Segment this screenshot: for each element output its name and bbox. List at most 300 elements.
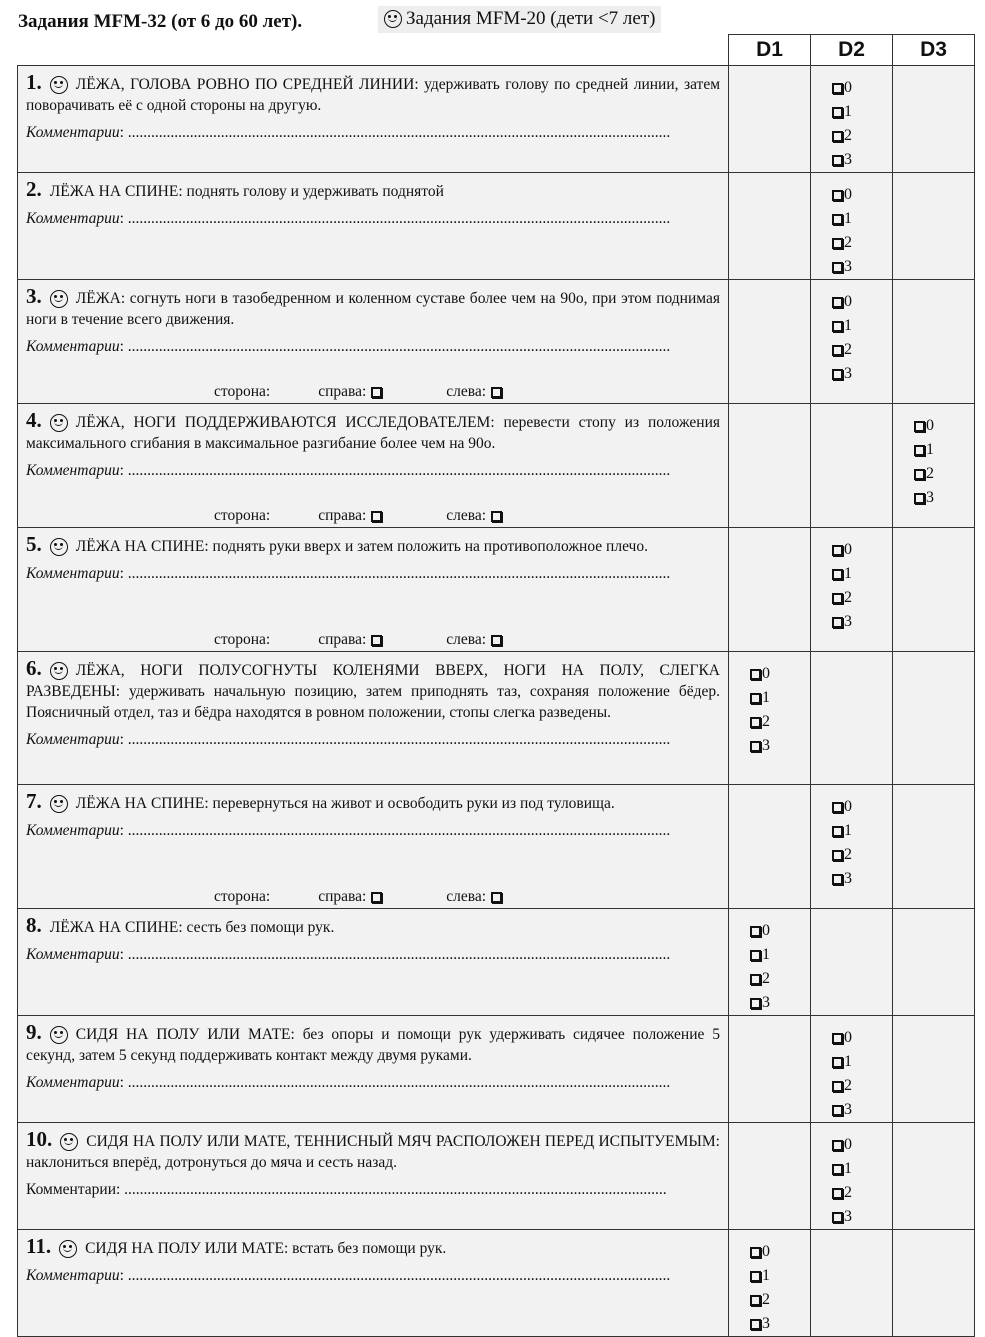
item-description-cell <box>18 404 729 528</box>
item-caps-label: ЛЁЖА НА СПИНЕ: <box>75 795 209 812</box>
score-checkbox[interactable] <box>750 926 761 937</box>
item-number: 8. <box>26 913 42 937</box>
score-option[interactable] <box>831 1074 892 1098</box>
left-label: слева: <box>446 383 487 400</box>
table-row <box>18 1230 975 1337</box>
score-options <box>811 1123 892 1229</box>
domain-cell-d2 <box>811 173 893 280</box>
score-value: 3 <box>844 1208 852 1225</box>
domain-cell-d2 <box>811 1230 893 1337</box>
side-selector <box>214 888 506 906</box>
item-text <box>26 179 720 202</box>
score-checkbox[interactable] <box>832 1033 843 1044</box>
item-description-cell <box>18 173 729 280</box>
score-option[interactable] <box>831 867 892 891</box>
domain-cell-d3 <box>893 66 975 173</box>
score-checkbox[interactable] <box>832 545 843 556</box>
score-option[interactable] <box>831 1098 892 1122</box>
table-row <box>18 785 975 909</box>
score-option[interactable] <box>749 1240 810 1264</box>
comment-label: Комментарии <box>26 822 120 839</box>
left-label: слева: <box>446 888 487 905</box>
column-header-d1: D1 <box>729 35 811 66</box>
score-value: 0 <box>762 1243 770 1260</box>
smiley-icon <box>50 538 68 556</box>
score-value: 1 <box>844 103 852 120</box>
score-options <box>811 528 892 634</box>
item-caps-label: ЛЁЖА НА СПИНЕ: <box>49 183 183 200</box>
item-text <box>26 915 720 938</box>
table-row <box>18 528 975 652</box>
score-option[interactable] <box>831 362 892 386</box>
comment-dots: : ............................................................................................................................................ <box>119 565 671 582</box>
score-value: 2 <box>844 1077 852 1094</box>
score-option[interactable] <box>749 1264 810 1288</box>
score-checkbox[interactable] <box>914 469 925 480</box>
score-options <box>811 280 892 386</box>
comment-line <box>26 210 720 228</box>
score-value: 0 <box>844 1029 852 1046</box>
score-option[interactable] <box>831 100 892 124</box>
comment-dots: : ............................................................................................................................................ <box>119 1267 671 1284</box>
score-options <box>893 404 974 510</box>
score-checkbox[interactable] <box>832 345 843 356</box>
score-option[interactable] <box>749 710 810 734</box>
item-instruction: перевести стопу из положения максимального сгибания в максимальное разгибание более чем на 90о. <box>26 414 720 452</box>
item-caps-label: ЛЁЖА, НОГИ ПОЛУСОГНУТЫ КОЛЕНЯМИ ВВЕРХ, НОГИ НА ПОЛУ, СЛЕГКА РАЗВЕДЕНЫ: <box>26 662 720 700</box>
domain-cell-d2 <box>811 909 893 1016</box>
score-checkbox[interactable] <box>832 214 843 225</box>
comment-label: Комментарии <box>26 1267 120 1284</box>
score-checkbox[interactable] <box>914 445 925 456</box>
item-instruction: поднять голову и удерживать поднятой <box>182 183 444 200</box>
score-option[interactable] <box>831 231 892 255</box>
right-label: справа: <box>318 631 367 648</box>
score-value: 1 <box>762 946 770 963</box>
comment-dots: : ............................................................................................................................................ <box>119 338 671 355</box>
item-text <box>26 72 720 116</box>
score-option[interactable] <box>831 1157 892 1181</box>
page-title: Задания MFM-32 (от 6 до 60 лет). <box>18 11 303 32</box>
item-instruction: встать без помощи рук. <box>288 1240 447 1257</box>
score-checkbox[interactable] <box>750 741 761 752</box>
domain-cell-d2 <box>811 66 893 173</box>
score-option[interactable] <box>831 562 892 586</box>
score-option[interactable] <box>749 967 810 991</box>
score-checkbox[interactable] <box>832 190 843 201</box>
domain-cell-d2 <box>811 280 893 404</box>
mfm20-note <box>378 6 661 33</box>
left-checkbox[interactable] <box>491 511 502 522</box>
item-text <box>26 410 720 454</box>
mfm20-note-text: Задания MFM-20 (дети <7 лет) <box>406 8 656 29</box>
domain-cell-d3 <box>893 1123 975 1230</box>
domain-cell-d2 <box>811 652 893 785</box>
item-instruction: поднять руки вверх и затем положить на противоположное плечо. <box>208 538 648 555</box>
item-description-cell <box>18 652 729 785</box>
domain-cell-d3 <box>893 528 975 652</box>
score-checkbox[interactable] <box>750 998 761 1009</box>
comment-line <box>26 1267 720 1285</box>
score-checkbox[interactable] <box>914 493 925 504</box>
item-instruction: перевернуться на живот и освободить руки из под туловища. <box>208 795 615 812</box>
comment-line <box>26 946 720 964</box>
domain-cell-d3 <box>893 785 975 909</box>
score-checkbox[interactable] <box>750 1319 761 1330</box>
score-value: 2 <box>844 589 852 606</box>
comment-dots: : ............................................................................................................................................ <box>116 1181 667 1198</box>
score-option[interactable] <box>749 919 810 943</box>
side-label: сторона: <box>214 383 271 400</box>
score-value: 2 <box>762 970 770 987</box>
page-header <box>18 8 302 36</box>
score-value: 2 <box>844 846 852 863</box>
table-row <box>18 66 975 173</box>
score-option[interactable] <box>749 943 810 967</box>
item-instruction: удерживать голову по средней линии, затем поворачивать её с одной стороны на другую. <box>26 76 721 114</box>
score-value: 2 <box>762 1291 770 1308</box>
item-number: 11. <box>26 1234 52 1258</box>
score-options <box>811 66 892 172</box>
score-option[interactable] <box>831 1205 892 1229</box>
comment-line <box>26 731 720 749</box>
item-caps-label: ЛЁЖА <box>75 290 121 307</box>
score-value: 0 <box>844 186 852 203</box>
side-label: сторона: <box>214 631 271 648</box>
comment-line <box>26 1074 720 1092</box>
right-checkbox[interactable] <box>371 387 382 398</box>
score-option[interactable] <box>831 338 892 362</box>
item-description-cell <box>18 66 729 173</box>
domain-cell-d3 <box>893 909 975 1016</box>
item-caps-label: СИДЯ НА ПОЛУ ИЛИ МАТЕ, ТЕННИСНЫЙ МЯЧ РАСПОЛОЖЕН ПЕРЕД ИСПЫТУЕМЫМ: <box>86 1133 720 1150</box>
smiley-icon <box>384 10 402 28</box>
left-label: слева: <box>446 631 487 648</box>
domain-cell-d3 <box>893 1016 975 1123</box>
item-text <box>26 1129 720 1173</box>
score-checkbox[interactable] <box>750 1271 761 1282</box>
score-option[interactable] <box>831 586 892 610</box>
comment-label: Комментарии <box>26 1074 120 1091</box>
smiley-icon <box>50 290 68 308</box>
score-checkbox[interactable] <box>832 1057 843 1068</box>
domain-cell-d1 <box>729 280 811 404</box>
comment-label: Комментарии <box>26 946 120 963</box>
domain-cell-d1 <box>729 404 811 528</box>
score-option[interactable] <box>913 462 974 486</box>
domain-cell-d2 <box>811 404 893 528</box>
score-checkbox[interactable] <box>750 1295 761 1306</box>
comment-label: Комментарии <box>26 1181 116 1198</box>
score-value: 3 <box>844 613 852 630</box>
score-option[interactable] <box>831 610 892 634</box>
score-value: 2 <box>844 127 852 144</box>
score-checkbox[interactable] <box>832 83 843 94</box>
score-value: 1 <box>844 1053 852 1070</box>
score-option[interactable] <box>749 991 810 1015</box>
smiley-icon <box>50 662 68 680</box>
right-checkbox[interactable] <box>371 635 382 646</box>
score-checkbox[interactable] <box>832 617 843 628</box>
score-value: 3 <box>844 258 852 275</box>
score-option[interactable] <box>831 255 892 279</box>
comment-dots: : ............................................................................................................................................ <box>119 822 671 839</box>
item-description-cell <box>18 1230 729 1337</box>
score-checkbox[interactable] <box>832 1105 843 1116</box>
comment-line <box>26 822 720 840</box>
comment-label: Комментарии <box>26 565 120 582</box>
item-number: 5. <box>26 532 42 556</box>
score-checkbox[interactable] <box>832 874 843 885</box>
score-option[interactable] <box>831 124 892 148</box>
score-checkbox[interactable] <box>832 802 843 813</box>
score-option[interactable] <box>831 1133 892 1157</box>
score-value: 0 <box>844 79 852 96</box>
score-checkbox[interactable] <box>832 593 843 604</box>
score-option[interactable] <box>831 76 892 100</box>
score-option[interactable] <box>749 686 810 710</box>
left-label: слева: <box>446 507 487 524</box>
score-options <box>811 173 892 279</box>
score-checkbox[interactable] <box>832 1188 843 1199</box>
score-value: 1 <box>844 210 852 227</box>
score-value: 3 <box>762 994 770 1011</box>
score-checkbox[interactable] <box>832 850 843 861</box>
domain-cell-d2 <box>811 528 893 652</box>
item-description-cell <box>18 528 729 652</box>
score-checkbox[interactable] <box>832 107 843 118</box>
domain-cell-d1 <box>729 909 811 1016</box>
smiley-icon <box>60 1133 78 1151</box>
items-body <box>18 66 975 1337</box>
score-checkbox[interactable] <box>914 421 925 432</box>
comment-dots: : ............................................................................................................................................ <box>119 1074 671 1091</box>
score-checkbox[interactable] <box>832 1140 843 1151</box>
score-checkbox[interactable] <box>750 717 761 728</box>
score-value: 0 <box>926 417 934 434</box>
score-checkbox[interactable] <box>750 669 761 680</box>
item-caps-label: СИДЯ НА ПОЛУ ИЛИ МАТЕ: <box>85 1240 289 1257</box>
side-label: сторона: <box>214 888 271 905</box>
domain-cell-d1 <box>729 173 811 280</box>
table-row <box>18 173 975 280</box>
score-option[interactable] <box>913 486 974 510</box>
right-checkbox[interactable] <box>371 892 382 903</box>
score-value: 1 <box>844 317 852 334</box>
score-option[interactable] <box>913 438 974 462</box>
item-instruction: удерживать начальную позицию, затем приподнять таз, сохраняя положение бёдер. Поясничный отдел, таз и бёдра находятся в ровном положении, стопы слегка разведены. <box>26 683 720 721</box>
score-options <box>729 652 810 758</box>
side-selector <box>214 507 506 525</box>
table-row <box>18 1123 975 1230</box>
score-checkbox[interactable] <box>750 693 761 704</box>
comment-dots: : ............................................................................................................................................ <box>119 462 671 479</box>
score-checkbox[interactable] <box>750 1247 761 1258</box>
item-caps-label: ЛЁЖА НА СПИНЕ: <box>49 919 183 936</box>
score-value: 0 <box>762 922 770 939</box>
table-row <box>18 1016 975 1123</box>
score-checkbox[interactable] <box>832 321 843 332</box>
score-value: 1 <box>844 565 852 582</box>
score-options <box>811 785 892 891</box>
score-checkbox[interactable] <box>832 1212 843 1223</box>
score-value: 1 <box>762 1267 770 1284</box>
score-value: 3 <box>926 489 934 506</box>
left-checkbox[interactable] <box>491 635 502 646</box>
item-number: 7. <box>26 789 42 813</box>
score-option[interactable] <box>831 290 892 314</box>
smiley-icon <box>50 76 68 94</box>
score-value: 2 <box>926 465 934 482</box>
score-value: 1 <box>844 822 852 839</box>
score-value: 0 <box>844 1136 852 1153</box>
score-option[interactable] <box>831 148 892 172</box>
item-instruction: : согнуть ноги в тазобедренном и коленном суставе более чем на 90о, при этом поднимая ноги в течение всего движения. <box>26 290 720 328</box>
domain-cell-d3 <box>893 652 975 785</box>
left-checkbox[interactable] <box>491 387 502 398</box>
score-options <box>729 1230 810 1336</box>
comment-dots: : ............................................................................................................................................ <box>119 124 671 141</box>
right-label: справа: <box>318 507 367 524</box>
item-text <box>26 658 720 723</box>
item-number: 4. <box>26 408 42 432</box>
domain-cell-d3 <box>893 280 975 404</box>
item-caps-label: ЛЁЖА, ГОЛОВА РОВНО ПО СРЕДНЕЙ ЛИНИИ: <box>75 76 419 93</box>
smiley-icon <box>50 795 68 813</box>
score-checkbox[interactable] <box>832 238 843 249</box>
item-description-cell <box>18 1123 729 1230</box>
score-value: 3 <box>844 365 852 382</box>
score-option[interactable] <box>831 207 892 231</box>
domain-cell-d3 <box>893 173 975 280</box>
score-checkbox[interactable] <box>832 826 843 837</box>
score-value: 2 <box>762 713 770 730</box>
score-checkbox[interactable] <box>832 369 843 380</box>
comment-dots: : ............................................................................................................................................ <box>119 210 671 227</box>
column-header-d3: D3 <box>893 35 975 66</box>
comment-line <box>26 462 720 480</box>
smiley-icon <box>50 1026 68 1044</box>
item-number: 1. <box>26 70 42 94</box>
score-checkbox[interactable] <box>832 569 843 580</box>
table-row <box>18 909 975 1016</box>
domain-cell-d2 <box>811 1123 893 1230</box>
smiley-icon <box>50 414 68 432</box>
item-description-cell <box>18 280 729 404</box>
domain-cell-d1 <box>729 652 811 785</box>
score-option[interactable] <box>831 843 892 867</box>
score-option[interactable] <box>913 414 974 438</box>
item-description-cell <box>18 1016 729 1123</box>
item-number: 2. <box>26 177 42 201</box>
score-checkbox[interactable] <box>832 297 843 308</box>
table-row <box>18 652 975 785</box>
item-caps-label: СИДЯ НА ПОЛУ ИЛИ МАТЕ: <box>75 1026 295 1043</box>
comment-dots: : ............................................................................................................................................ <box>119 731 671 748</box>
domain-cell-d3 <box>893 1230 975 1337</box>
score-checkbox[interactable] <box>832 1081 843 1092</box>
comment-label: Комментарии <box>26 338 120 355</box>
score-option[interactable] <box>831 819 892 843</box>
score-value: 1 <box>762 689 770 706</box>
table-header-row <box>18 35 975 66</box>
score-option[interactable] <box>749 734 810 758</box>
item-text <box>26 1236 720 1259</box>
domain-cell-d1 <box>729 1230 811 1337</box>
score-checkbox[interactable] <box>832 262 843 273</box>
score-option[interactable] <box>831 314 892 338</box>
comment-label: Комментарии <box>26 462 120 479</box>
comment-line <box>26 338 720 356</box>
table-row <box>18 404 975 528</box>
item-number: 10. <box>26 1127 53 1151</box>
score-option[interactable] <box>749 1288 810 1312</box>
comment-line <box>26 124 720 142</box>
comment-label: Комментарии <box>26 124 120 141</box>
score-option[interactable] <box>831 795 892 819</box>
item-number: 3. <box>26 284 42 308</box>
column-header-d2: D2 <box>811 35 893 66</box>
score-value: 3 <box>762 737 770 754</box>
score-option[interactable] <box>831 1026 892 1050</box>
score-option[interactable] <box>831 183 892 207</box>
comment-line <box>26 565 720 583</box>
comment-line <box>26 1181 720 1199</box>
score-options <box>729 909 810 1015</box>
right-checkbox[interactable] <box>371 511 382 522</box>
left-checkbox[interactable] <box>491 892 502 903</box>
score-options <box>811 1016 892 1122</box>
assessment-table <box>17 34 975 1337</box>
score-option[interactable] <box>749 1312 810 1336</box>
score-value: 0 <box>844 293 852 310</box>
item-instruction: наклониться вперёд, дотронуться до мяча и сесть назад. <box>26 1154 397 1171</box>
item-instruction: сесть без помощи рук. <box>182 919 335 936</box>
table-row <box>18 280 975 404</box>
score-checkbox[interactable] <box>750 974 761 985</box>
score-checkbox[interactable] <box>832 155 843 166</box>
item-text <box>26 1022 720 1066</box>
domain-cell-d1 <box>729 1016 811 1123</box>
side-label: сторона: <box>214 507 271 524</box>
score-option[interactable] <box>831 1181 892 1205</box>
item-text <box>26 286 720 330</box>
domain-cell-d2 <box>811 785 893 909</box>
score-option[interactable] <box>831 1050 892 1074</box>
score-value: 3 <box>844 151 852 168</box>
score-value: 2 <box>844 1184 852 1201</box>
score-option[interactable] <box>831 538 892 562</box>
score-checkbox[interactable] <box>832 131 843 142</box>
comment-dots: : ............................................................................................................................................ <box>119 946 671 963</box>
item-number: 9. <box>26 1020 42 1044</box>
comment-label: Комментарии <box>26 210 120 227</box>
domain-cell-d2 <box>811 1016 893 1123</box>
score-value: 0 <box>844 541 852 558</box>
score-value: 2 <box>844 234 852 251</box>
score-value: 3 <box>762 1315 770 1332</box>
score-option[interactable] <box>749 662 810 686</box>
blank-header-cell <box>18 35 729 66</box>
score-checkbox[interactable] <box>750 950 761 961</box>
item-text <box>26 534 720 557</box>
domain-cell-d1 <box>729 528 811 652</box>
score-value: 2 <box>844 341 852 358</box>
comment-label: Комментарии <box>26 731 120 748</box>
score-value: 3 <box>844 870 852 887</box>
score-value: 0 <box>844 798 852 815</box>
score-checkbox[interactable] <box>832 1164 843 1175</box>
